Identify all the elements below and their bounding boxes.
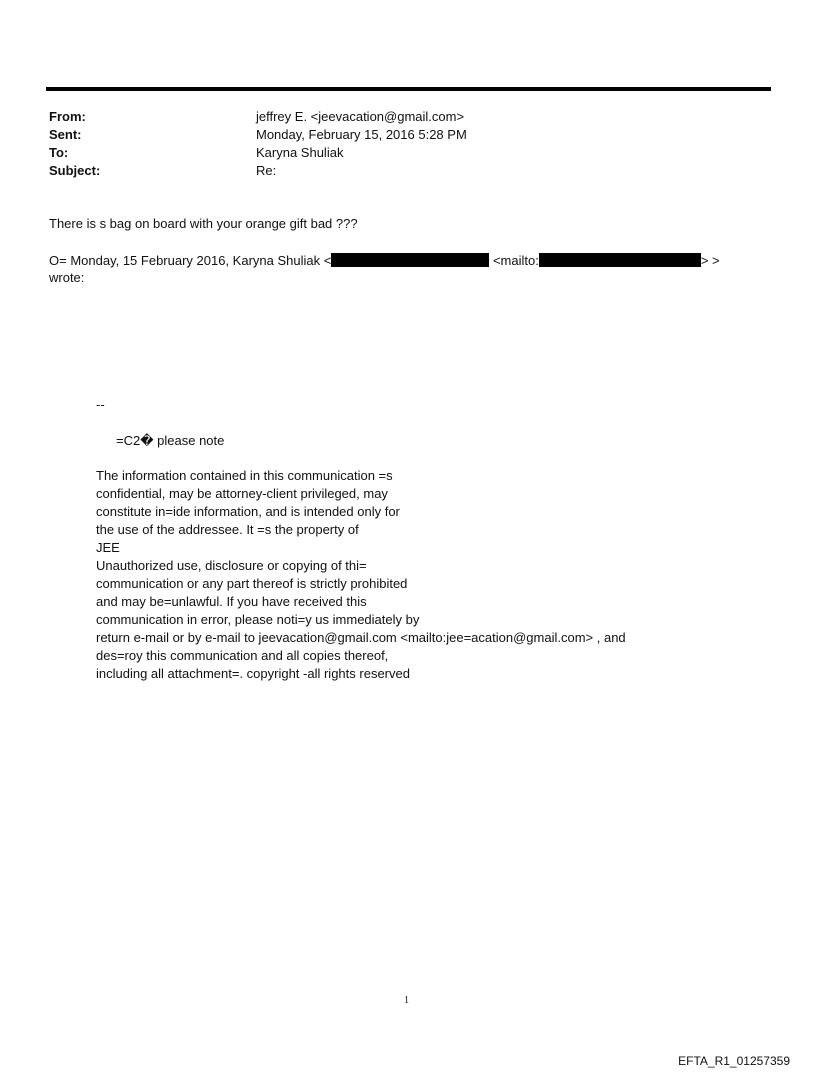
disclaimer-line: and may be=unlawful. If you have received this <box>96 594 367 609</box>
disclaimer-line: confidential, may be attorney-client privileged, may <box>96 486 388 501</box>
page-number: 1 <box>404 995 409 1006</box>
subject-value: Re: <box>256 163 277 178</box>
disclaimer-line: return e-mail or by e-mail to jeevacation@gmail.com <mailto:jee=acation@gmail.com> , and <box>96 630 626 645</box>
subject-label: Subject: <box>49 163 101 178</box>
to-row <box>49 144 749 162</box>
quote-wrote: wrote: <box>49 270 85 285</box>
from-row <box>49 108 749 126</box>
please-note: =C2� please note <box>116 433 225 448</box>
disclaimer-line: Unauthorized use, disclosure or copying of thi= <box>96 558 367 573</box>
quote-prefix: O= Monday, 15 February 2016, Karyna Shuliak < <box>49 253 332 268</box>
redaction-block <box>331 253 489 267</box>
disclaimer-line: communication in error, please noti=y us immediately by <box>96 612 420 627</box>
subject-row <box>49 162 749 180</box>
redaction-block <box>539 253 701 267</box>
disclaimer-line: JEE <box>96 540 120 555</box>
sent-value: Monday, February 15, 2016 5:28 PM <box>256 127 467 142</box>
disclaimer-line: including all attachment=. copyright -all rights reserved <box>96 666 410 681</box>
to-label: To: <box>49 145 69 160</box>
disclaimer-line: communication or any part thereof is strictly prohibited <box>96 576 408 591</box>
disclaimer-line: the use of the addressee. It =s the property of <box>96 522 359 537</box>
message-text: There is s bag on board with your orange gift bad ??? <box>49 216 358 231</box>
quote-header <box>49 252 720 270</box>
disclaimer-line: The information contained in this communication =s <box>96 468 393 483</box>
disclaimer-line: des=roy this communication and all copies thereof, <box>96 648 389 663</box>
document-id: EFTA_R1_01257359 <box>678 1054 790 1068</box>
quote-suffix: > > <box>700 253 720 268</box>
header-rule <box>46 87 771 91</box>
signature-dashes: -- <box>96 397 105 412</box>
sent-label: Sent: <box>49 127 82 142</box>
disclaimer-line: constitute in=ide information, and is intended only for <box>96 504 400 519</box>
sent-row <box>49 126 749 144</box>
from-value: jeffrey E. <jeevacation@gmail.com> <box>256 109 465 124</box>
quote-mailto: <mailto: <box>492 253 539 268</box>
from-label: From: <box>49 109 86 124</box>
to-value: Karyna Shuliak <box>256 145 344 160</box>
